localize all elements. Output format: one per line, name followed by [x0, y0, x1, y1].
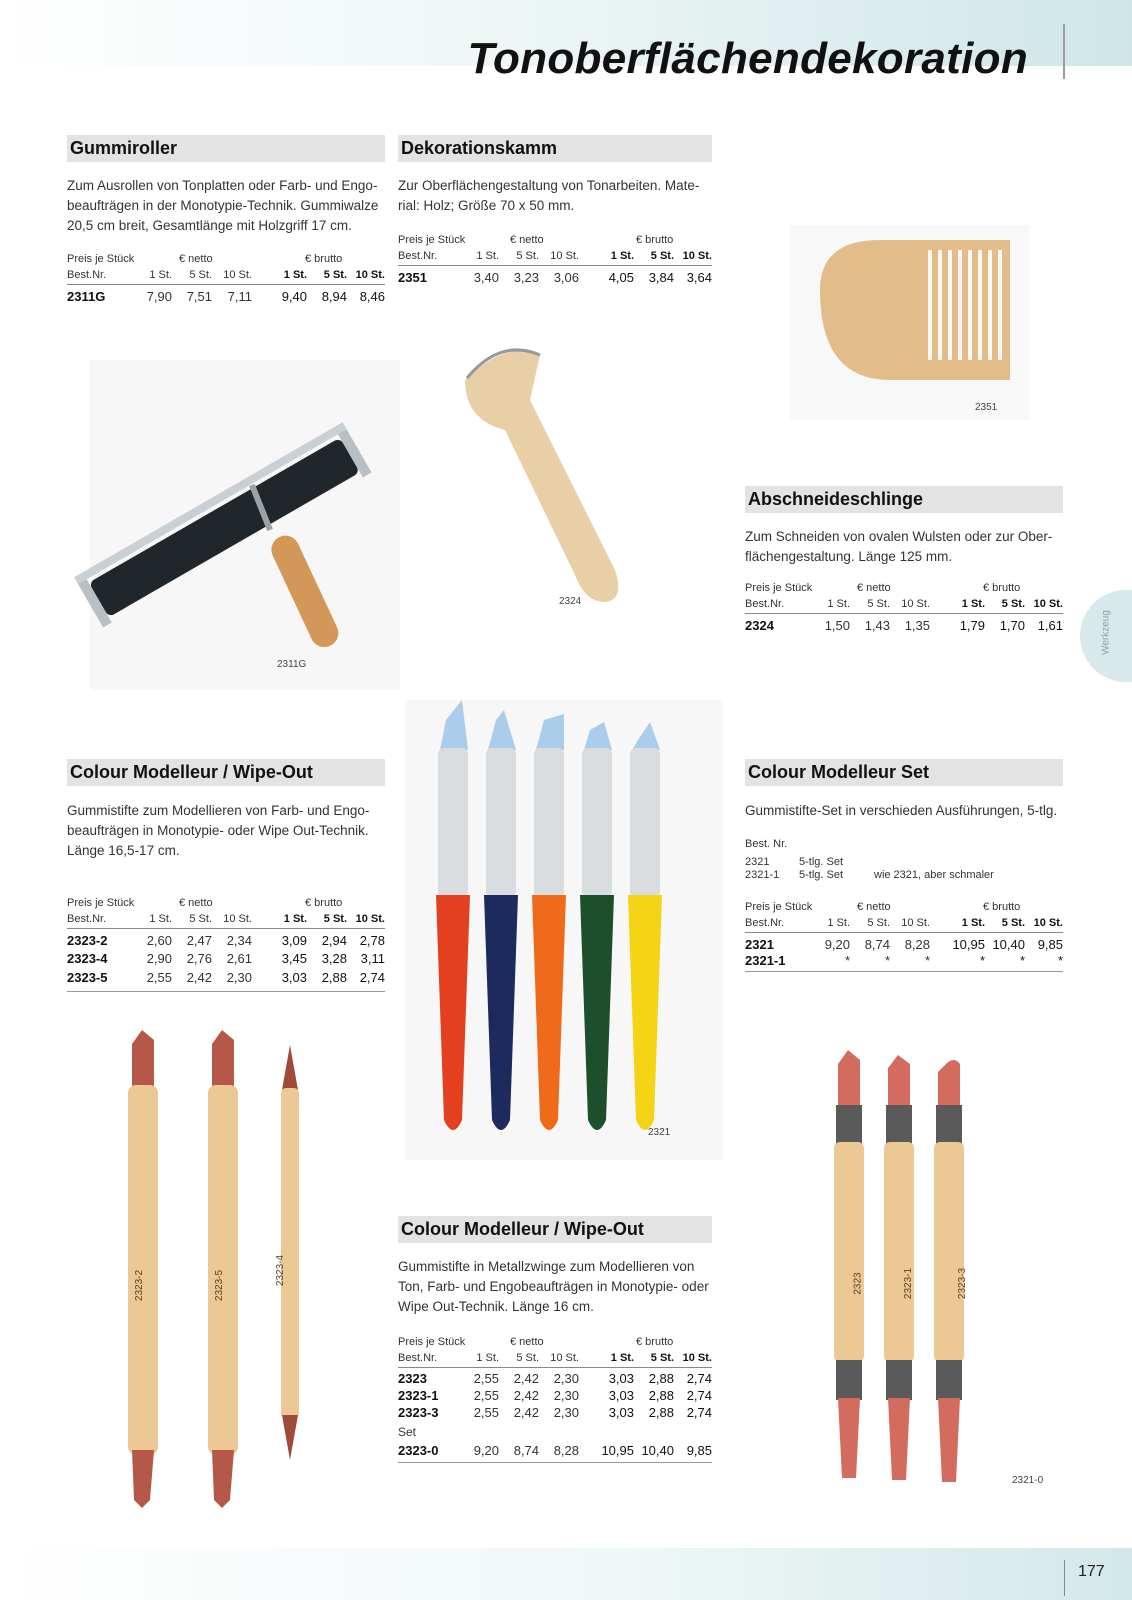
label-q10: 10 St. [1033, 917, 1063, 929]
label-q10: 10 St. [550, 250, 579, 262]
price-cell: 3,11 [360, 951, 385, 966]
price-cell: 2,74 [686, 1371, 712, 1386]
price-cell: 2,34 [226, 933, 252, 948]
label-netto: € netto [857, 582, 891, 594]
table-row [398, 266, 712, 286]
desc-line: 20,5 cm breit, Gesamtlänge mit Holzgriff 17 cm. [67, 218, 352, 233]
price-cell: 1,35 [904, 618, 930, 633]
price-cell: 2,74 [686, 1405, 712, 1420]
price-cell: * [1057, 953, 1063, 968]
desc-line: Zum Ausrollen von Tonplatten oder Farb- und Engo- [67, 178, 378, 193]
label-q5: 5 St. [650, 250, 674, 262]
price-cell: 3,03 [608, 1405, 634, 1420]
price-cell: 10,95 [952, 937, 985, 952]
price-cell: 2,30 [226, 970, 252, 985]
loop-tool-image [445, 340, 675, 620]
table-row [398, 1440, 712, 1460]
heading-abschneideschlinge: Abschneideschlinge [745, 486, 1063, 513]
price-cell: 9,85 [686, 1443, 712, 1458]
label-brutto: € brutto [983, 582, 1021, 594]
desc-dekorationskamm [398, 176, 728, 216]
price-cell: 3,45 [281, 951, 307, 966]
set-label-row [398, 1422, 712, 1440]
price-cell: 2,55 [146, 970, 172, 985]
label-netto: € netto [510, 1336, 544, 1348]
price-cell: 8,28 [904, 937, 930, 952]
price-table-modelleur-wipe [67, 897, 385, 992]
price-cell: 2,78 [359, 933, 385, 948]
article-number: 2323-2 [67, 933, 108, 948]
label-q10: 10 St. [901, 917, 930, 929]
price-cell: 3,09 [281, 933, 307, 948]
label-preis: Preis je Stück [398, 234, 466, 246]
tool-label: 2323-1 [903, 1267, 915, 1300]
price-cell: 9,20 [473, 1443, 499, 1458]
article-number: 2324 [745, 618, 774, 633]
tool-label: 2323-2 [134, 1269, 146, 1302]
price-cell: 3,03 [608, 1371, 634, 1386]
price-cell: 3,28 [321, 951, 347, 966]
article-number: 2321-1 [745, 953, 786, 968]
table-row [745, 933, 1063, 953]
page-title: Tonoberflächendekoration [467, 34, 1028, 83]
label-q5: 5 St. [516, 1352, 539, 1364]
label-q10: 10 St. [682, 1352, 712, 1364]
label-q1: 1 St. [961, 598, 985, 610]
desc-abschneideschlinge [745, 527, 1075, 567]
label-q1: 1 St. [476, 1352, 499, 1364]
label-q1: 1 St. [610, 250, 634, 262]
roller-image [70, 380, 400, 680]
label-q10: 10 St. [550, 1352, 579, 1364]
roller-handle [267, 531, 343, 652]
heading-modelleur-set: Colour Modelleur Set [745, 759, 1063, 786]
label-q5: 5 St. [867, 598, 890, 610]
label-preis: Preis je Stück [398, 1336, 466, 1348]
table-row [67, 969, 385, 989]
caption-2321-0: 2321-0 [1012, 1475, 1044, 1486]
label-q1: 1 St. [610, 1352, 634, 1364]
price-cell: 7,11 [227, 289, 252, 304]
price-table-modelleur-set [745, 901, 1063, 972]
price-cell: 8,74 [864, 937, 890, 952]
label-q10: 10 St. [355, 913, 385, 925]
table-row [745, 614, 1063, 634]
price-cell: 3,23 [513, 270, 539, 285]
heading-modelleur-wipe: Colour Modelleur / Wipe-Out [67, 759, 385, 786]
page-number: 177 [1078, 1563, 1105, 1580]
label-preis: Preis je Stück [745, 582, 813, 594]
price-cell: 2,42 [513, 1388, 539, 1403]
desc-line: beaufträgen in Monotypie- oder Wipe Out-Technik. [67, 823, 369, 838]
tool-label: 2323-3 [957, 1267, 969, 1300]
label-q10: 10 St. [355, 269, 385, 281]
price-cell: 2,42 [513, 1405, 539, 1420]
price-cell: 4,05 [608, 270, 634, 285]
metal-tools-image [830, 1050, 1010, 1490]
price-cell: 2,30 [553, 1388, 579, 1403]
price-cell: 9,85 [1037, 937, 1063, 952]
price-cell: 8,28 [553, 1443, 579, 1458]
label-netto: € netto [179, 897, 213, 909]
label-q10: 10 St. [901, 598, 930, 610]
price-cell: 2,42 [513, 1371, 539, 1386]
price-cell: 7,51 [186, 289, 212, 304]
price-cell: 1,61 [1037, 618, 1063, 633]
article-number: 2323-1 [398, 1388, 439, 1403]
price-cell: 3,03 [281, 970, 307, 985]
table-row [398, 1386, 712, 1404]
label-bestnr: Best.Nr. [67, 269, 107, 281]
tool-label: 2323 [852, 1272, 864, 1295]
variant-list [745, 838, 1065, 886]
price-cell: 3,84 [648, 270, 674, 285]
desc-line: Zur Oberflächengestaltung von Tonarbeiten. Mate- [398, 178, 700, 193]
desc-gummiroller [67, 176, 397, 236]
price-cell: 2,55 [473, 1371, 499, 1386]
desc-line: flächengestaltung. Länge 125 mm. [745, 549, 953, 564]
label-preis: Preis je Stück [67, 897, 135, 909]
price-cell: * [844, 953, 850, 968]
tool-label: 2323-5 [214, 1269, 226, 1302]
label-q5: 5 St. [189, 913, 212, 925]
price-cell: 2,88 [321, 970, 347, 985]
article-number: 2323-5 [67, 970, 108, 985]
caption-2311g: 2311G [277, 659, 307, 670]
label-q1: 1 St. [827, 598, 850, 610]
label-q1: 1 St. [476, 250, 499, 262]
brush-orange [532, 714, 566, 1130]
label-q5: 5 St. [323, 269, 347, 281]
desc-line: rial: Holz; Größe 70 x 50 mm. [398, 198, 575, 213]
label-netto: € netto [857, 901, 891, 913]
label-netto: € netto [510, 234, 544, 246]
desc-line: beaufträgen in der Monotypie-Technik. Gummiwalze [67, 198, 379, 213]
tool-label: 2323-4 [275, 1254, 287, 1287]
article-number: 2321 [745, 937, 774, 952]
label-q1: 1 St. [961, 917, 985, 929]
label-brutto: € brutto [983, 901, 1021, 913]
desc-line: Länge 16,5-17 cm. [67, 843, 180, 858]
caption-2324: 2324 [559, 596, 582, 607]
label-q1: 1 St. [149, 269, 172, 281]
label-brutto: € brutto [636, 1336, 674, 1348]
price-cell: 8,94 [321, 289, 347, 304]
variant-type: 5-tlg. Set [799, 856, 844, 868]
price-cell: 9,20 [824, 937, 850, 952]
label-netto: € netto [179, 253, 213, 265]
variant-type: 5-tlg. Set [799, 869, 844, 881]
table-row [745, 953, 1063, 969]
label-q5: 5 St. [650, 1352, 674, 1364]
loop-tool-handle [465, 351, 618, 602]
variant-nr: 2321 [745, 856, 770, 868]
label-q5: 5 St. [1001, 598, 1025, 610]
price-cell: 2,88 [648, 1388, 674, 1403]
price-cell: 3,03 [608, 1388, 634, 1403]
page-number-divider [1064, 1560, 1065, 1596]
desc-modelleur-set [745, 801, 1075, 821]
price-cell: 1,43 [864, 618, 890, 633]
caption-2321: 2321 [648, 1127, 671, 1138]
price-cell: 1,70 [999, 618, 1025, 633]
price-cell: 8,46 [359, 289, 385, 304]
price-cell: 2,30 [553, 1405, 579, 1420]
label-bestnr: Best.Nr. [745, 917, 785, 929]
price-cell: 2,88 [648, 1371, 674, 1386]
label-q10: 10 St. [1033, 598, 1063, 610]
label-q5: 5 St. [323, 913, 347, 925]
price-table-dekorationskamm [398, 234, 712, 286]
label-q5: 5 St. [1001, 917, 1025, 929]
label-q5: 5 St. [867, 917, 890, 929]
brush-blue [484, 710, 518, 1130]
label-brutto: € brutto [305, 253, 343, 265]
label-bestnr: Best.Nr. [67, 913, 107, 925]
bottom-band [0, 1548, 1132, 1600]
table-row [67, 929, 385, 949]
label-q5: 5 St. [516, 250, 539, 262]
price-table-gummiroller [67, 253, 385, 305]
tool-2323-4 [281, 1045, 299, 1460]
price-table-abschneideschlinge [745, 582, 1063, 634]
price-cell: 1,79 [959, 618, 985, 633]
label-brutto: € brutto [305, 897, 343, 909]
label-q1: 1 St. [149, 913, 172, 925]
article-number: 2311G [67, 289, 106, 304]
price-cell: 3,40 [473, 270, 499, 285]
label-brutto: € brutto [636, 234, 674, 246]
label-q10: 10 St. [223, 269, 252, 281]
price-cell: 2,55 [473, 1388, 499, 1403]
article-number: 2323 [398, 1371, 427, 1386]
table-row [67, 949, 385, 969]
label-q5: 5 St. [189, 269, 212, 281]
price-cell: 9,40 [281, 289, 307, 304]
label-preis: Preis je Stück [745, 901, 813, 913]
heading-gummiroller: Gummiroller [67, 135, 385, 162]
tool-2323 [834, 1050, 864, 1478]
article-number: 2323-0 [398, 1443, 439, 1458]
table-row [67, 285, 385, 305]
price-cell: 2,74 [359, 970, 385, 985]
price-cell: * [924, 953, 930, 968]
desc-modelleur-metal [398, 1257, 728, 1317]
label-q10: 10 St. [682, 250, 712, 262]
price-cell: 3,06 [553, 270, 579, 285]
heading-dekorationskamm: Dekorationskamm [398, 135, 712, 162]
best-nr-label: Best. Nr. [745, 838, 788, 850]
comb-image [800, 230, 1030, 400]
table-row [398, 1368, 712, 1386]
caption-2351: 2351 [975, 402, 998, 413]
price-cell: * [884, 953, 890, 968]
table-row [398, 1404, 712, 1422]
price-cell: 2,74 [686, 1388, 712, 1403]
desc-modelleur-wipe [67, 801, 397, 861]
price-cell: 2,30 [553, 1371, 579, 1386]
desc-line: Gummistifte in Metallzwinge zum Modellieren von [398, 1259, 695, 1274]
price-cell: 10,40 [641, 1443, 674, 1458]
price-cell: * [979, 953, 985, 968]
label-q1: 1 St. [283, 269, 307, 281]
brush-yellow [628, 722, 662, 1130]
label-q1: 1 St. [827, 917, 850, 929]
desc-line: Gummistifte zum Modellieren von Farb- und Engo- [67, 803, 370, 818]
price-cell: 1,50 [824, 618, 850, 633]
price-cell: 2,61 [226, 951, 252, 966]
price-cell: * [1019, 953, 1025, 968]
price-cell: 2,60 [146, 933, 172, 948]
label-bestnr: Best.Nr. [745, 598, 785, 610]
price-cell: 2,90 [146, 951, 172, 966]
price-cell: 2,55 [473, 1405, 499, 1420]
price-cell: 2,94 [321, 933, 347, 948]
article-number: 2323-3 [398, 1405, 439, 1420]
colour-brushes-image [418, 700, 718, 1140]
desc-line: Zum Schneiden von ovalen Wulsten oder zur Ober- [745, 529, 1053, 544]
price-cell: 2,42 [186, 970, 212, 985]
heading-modelleur-metal: Colour Modelleur / Wipe-Out [398, 1216, 712, 1243]
price-cell: 7,90 [146, 289, 172, 304]
desc-line: Ton, Farb- und Engobeaufträgen in Monotypie- oder [398, 1279, 709, 1294]
variant-note: wie 2321, aber schmaler [874, 869, 994, 881]
price-cell: 2,47 [186, 933, 212, 948]
article-number: 2323-4 [67, 951, 108, 966]
title-divider [1063, 24, 1065, 79]
label-preis: Preis je Stück [67, 253, 135, 265]
price-cell: 8,74 [513, 1443, 539, 1458]
article-number: 2351 [398, 270, 427, 285]
label-bestnr: Best.Nr. [398, 250, 438, 262]
price-cell: 2,88 [648, 1405, 674, 1420]
brush-green [580, 722, 614, 1130]
label-bestnr: Best.Nr. [398, 1352, 438, 1364]
price-table-modelleur-metal [398, 1336, 712, 1463]
variant-nr: 2321-1 [745, 869, 780, 881]
section-tab-label: Werkzeug [1100, 610, 1112, 655]
desc-line: Wipe Out-Technik. Länge 16 cm. [398, 1299, 594, 1314]
price-cell: 3,64 [686, 270, 712, 285]
label-q1: 1 St. [283, 913, 307, 925]
brush-red [436, 700, 470, 1130]
set-label: Set [398, 1425, 417, 1439]
desc-line: Gummistifte-Set in verschieden Ausführungen, 5-tlg. [745, 803, 1058, 818]
label-q10: 10 St. [223, 913, 252, 925]
price-cell: 10,40 [992, 937, 1025, 952]
price-cell: 10,95 [601, 1443, 634, 1458]
price-cell: 2,76 [186, 951, 212, 966]
